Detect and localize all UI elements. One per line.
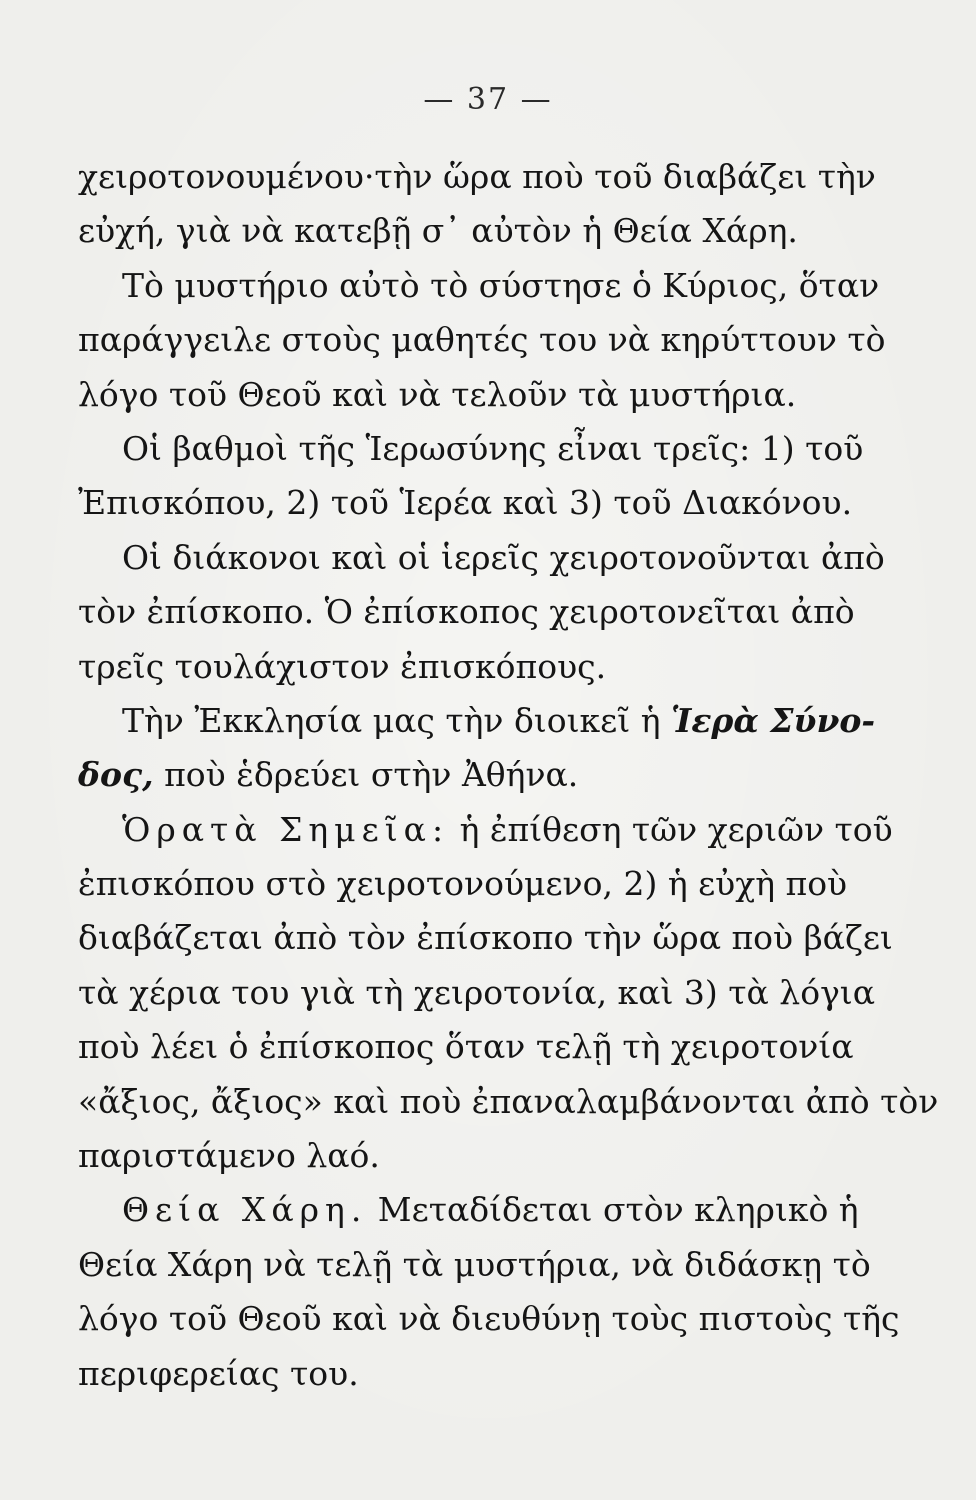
- text-line: ἐπισκόπου στὸ χειροτονούμενο, 2) ἡ εὐχὴ ποὺ: [78, 864, 848, 904]
- text-line: Οἱ βαθμοὶ τῆς Ἱερωσύνης εἶναι τρεῖς: 1) τοῦ: [122, 428, 864, 468]
- text-line: λόγο τοῦ Θεοῦ καὶ νὰ διευθύνῃ τοὺς πιστοὺς τῆς: [78, 1299, 900, 1339]
- text-span: ποὺ ἑδρεύει στὴν Ἀθήνα.: [153, 755, 579, 795]
- text-span: Μεταδίδεται στὸν κληρικὸ ἡ: [367, 1190, 859, 1230]
- text-span: Τὴν Ἐκκλησία μας τὴν διοικεῖ ἡ: [122, 700, 671, 740]
- text-line: Τὸ μυστήριο αὐτὸ τὸ σύστησε ὁ Κύριος, ὅταν: [122, 265, 880, 305]
- text-line: [78, 803, 893, 857]
- text-line: τρεῖς τουλάχιστον ἐπισκόπους.: [78, 646, 607, 686]
- section-heading: Ὁρατὰ Σημεῖα:: [122, 809, 450, 849]
- text-line: [78, 748, 818, 802]
- text-line: τὰ χέρια του γιὰ τὴ χειροτονία, καὶ 3) τὰ λόγια: [78, 972, 876, 1012]
- text-line: διαβάζεται ἀπὸ τὸν ἐπίσκοπο τὴν ὥρα ποὺ βάζει: [78, 918, 893, 958]
- text-line: «ἄξιος, ἄξιος» καὶ ποὺ ἐπαναλαμβάνονται ἀπὸ τὸν: [78, 1081, 939, 1121]
- text-line: τὸν ἐπίσκοπο. Ὁ ἐπίσκοπος χειροτονεῖται ἀπὸ: [78, 592, 855, 632]
- text-line: εὐχή, γιὰ νὰ κατεβῇ σ᾽ αὐτὸν ἡ Θεία Χάρη.: [78, 211, 798, 251]
- emphasis-text: Ἱερὰ Σύνο-: [670, 700, 876, 740]
- text-line: λόγο τοῦ Θεοῦ καὶ νὰ τελοῦν τὰ μυστήρια.: [78, 374, 797, 414]
- page-number: — 37 —: [423, 82, 553, 117]
- text-line: [78, 1183, 859, 1237]
- text-line: Ἐπισκόπου, 2) τοῦ Ἱερέα καὶ 3) τοῦ Διακόνου.: [78, 483, 853, 523]
- text-line: χειροτονουμένου·τὴν ὥρα ποὺ τοῦ διαβάζει τὴν: [78, 157, 876, 196]
- text-line: περιφερείας του.: [78, 1353, 359, 1393]
- text-line: παράγγειλε στοὺς μαθητές του νὰ κηρύττουν τὸ: [78, 320, 886, 360]
- text-span: ἡ ἐπίθεση τῶν χεριῶν τοῦ: [449, 809, 893, 849]
- text-line: ποὺ λέει ὁ ἐπίσκοπος ὅταν τελῇ τὴ χειροτονία: [78, 1027, 854, 1067]
- emphasis-text: δος,: [78, 755, 154, 795]
- text-line: Θεία Χάρη νὰ τελῇ τὰ μυστήρια, νὰ διδάσκῃ τὸ: [78, 1244, 871, 1284]
- text-line: Οἱ διάκονοι καὶ οἱ ἱερεῖς χειροτονοῦνται ἀπὸ: [122, 537, 885, 577]
- text-line: [78, 694, 876, 748]
- text-line: παριστάμενο λαό.: [78, 1136, 380, 1176]
- body-text: [78, 150, 939, 1401]
- section-heading: Θεία Χάρη.: [122, 1190, 368, 1230]
